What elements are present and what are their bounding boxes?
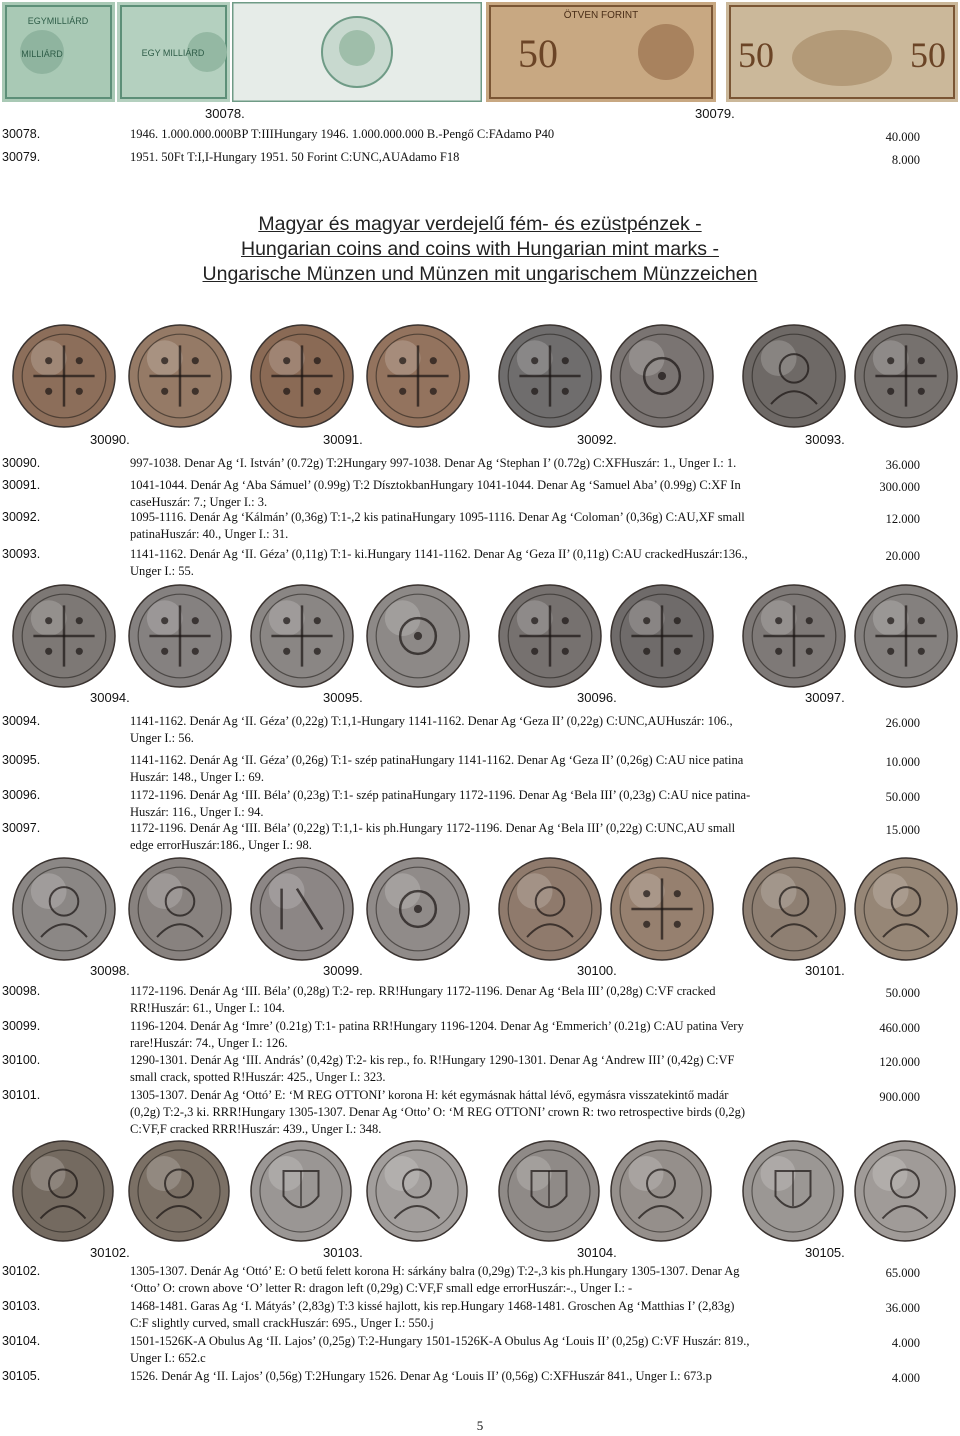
lot-description-line: 1196-1204. Denár Ag ‘Imre’ (0.21g) T:1- patina RR!Hungary 1196-1204. Denar Ag ‘Emmerich’ (0.21g) C:AU patina Very [130,1019,744,1033]
lot-price: 50.000 [885,790,920,804]
image-caption: 30079. [695,106,735,121]
lot-description-line: Unger I.: 652.c [130,1351,206,1365]
svg-text:50: 50 [910,35,946,75]
lot-price: 40.000 [885,130,920,144]
lot-description-line: 997-1038. Denar Ag ‘I. István’ (0.72g) T:2Hungary 997-1038. Denar Ag ‘Stephan I’ (0.72g) C:XFHuszár: 1., Unger I.: 1. [130,456,737,470]
lot-number: 30094. [2,714,41,728]
coin-30097-reverse [852,582,960,690]
lot-description-line: Unger I.: 55. [130,564,194,578]
image-caption: 30098. [90,963,130,978]
coin-30098-obverse [10,855,118,963]
image-caption: 30104. [577,1245,617,1260]
image-caption: 30103. [323,1245,363,1260]
lot-description-line: caseHuszár: 7.; Unger I.: 3. [130,495,268,509]
lot-description-line: Huszár: 116., Unger I.: 94. [130,805,264,819]
lot-description [130,1018,850,1052]
image-caption: 30101. [805,963,845,978]
coin-30094-reverse [126,582,234,690]
coin-30103-reverse [364,1138,470,1244]
coin-30093-reverse [852,322,960,430]
coin-30090-reverse [126,322,234,430]
lot-description [130,509,850,543]
coin-30104-obverse [496,1138,602,1244]
coin-30105-reverse [852,1138,958,1244]
coin-30092-obverse [496,322,604,430]
coin-30098-reverse [126,855,234,963]
svg-text:EGYMILLIÁRD: EGYMILLIÁRD [27,16,89,26]
banknote-image [726,2,958,102]
lot-description [130,1298,850,1332]
lot-description-line: 1141-1162. Denár Ag ‘II. Géza’ (0,22g) T:1,1-Hungary 1141-1162. Denar Ag ‘Geza II’ (0,22g) C:UNC,AUHuszár: 106., [130,714,733,728]
image-caption: 30105. [805,1245,845,1260]
lot-number: 30091. [2,478,41,492]
coin-30094-obverse [10,582,118,690]
lot-number: 30101. [2,1088,41,1102]
coin-30104-reverse [608,1138,714,1244]
lot-number: 30104. [2,1334,41,1348]
lot-description-line: 1501-1526K-A Obulus Ag ‘II. Lajos’ (0,25g) T:2-Hungary 1501-1526K-A Obulus Ag ‘Louis II’ (0,25g) C:VF Huszár: 819., [130,1334,750,1348]
image-caption: 30099. [323,963,363,978]
lot-description-line: Huszár: 148., Unger I.: 69. [130,770,264,784]
lot-description-line: C:VF,F cracked RRR!Huszár: 439., Unger I.: 348. [130,1122,382,1136]
lot-description [130,1333,850,1367]
lot-price: 65.000 [885,1266,920,1280]
lot-description [130,1368,850,1385]
lot-number: 30078. [2,127,41,141]
coin-30096-reverse [608,582,716,690]
coin-30102-reverse [126,1138,232,1244]
svg-text:MILLIÁRD: MILLIÁRD [21,49,63,59]
lot-description-line: 1172-1196. Denár Ag ‘III. Béla’ (0,23g) T:1- szép patinaHungary 1172-1196. Denar Ag ‘Bela III’ (0,23g) C:AU nice patina- [130,788,751,802]
coin-30103-obverse [248,1138,354,1244]
image-caption: 30102. [90,1245,130,1260]
coin-30090-obverse [10,322,118,430]
lot-price: 15.000 [885,823,920,837]
lot-description [130,455,850,472]
lot-description [130,1052,850,1086]
lot-number: 30102. [2,1264,41,1278]
image-caption: 30090. [90,432,130,447]
coin-30101-reverse [852,855,960,963]
lot-description-line: 1526. Denár Ag ‘II. Lajos’ (0,56g) T:2Hungary 1526. Denar Ag ‘Louis II’ (0,56g) C:XFHuszár 841., Unger I.: 673.p [130,1369,712,1383]
lot-price: 20.000 [885,549,920,563]
image-caption: 30094. [90,690,130,705]
coin-30095-obverse [248,582,356,690]
section-heading-en: Hungarian coins and coins with Hungarian mint marks - [241,238,719,260]
section-heading-hu: Magyar és magyar verdejelű fém- és ezüstpénzek - [258,213,702,235]
lot-number: 30090. [2,456,41,470]
coin-30102-obverse [10,1138,116,1244]
coin-30099-obverse [248,855,356,963]
coin-30099-reverse [364,855,472,963]
lot-description-line: Unger I.: 56. [130,731,194,745]
lot-price: 50.000 [885,986,920,1000]
lot-price: 4.000 [891,1336,920,1350]
lot-price: 460.000 [879,1021,920,1035]
image-caption: 30096. [577,690,617,705]
lot-price: 4.000 [891,1371,920,1385]
lot-price: 36.000 [885,458,920,472]
banknote-image [232,2,482,102]
lot-price: 900.000 [879,1090,920,1104]
coin-30091-reverse [364,322,472,430]
lot-description [130,477,850,511]
lot-description [130,983,850,1017]
coin-30092-reverse [608,322,716,430]
image-caption: 30078. [205,106,245,121]
banknote-image [2,2,115,102]
image-caption: 30092. [577,432,617,447]
lot-description [130,1087,850,1138]
image-caption: 30095. [323,690,363,705]
lot-description-line: patinaHuszár: 40., Unger I.: 31. [130,527,289,541]
lot-price: 120.000 [879,1055,920,1069]
lot-description-line: 1172-1196. Denár Ag ‘III. Béla’ (0,22g) T:1,1- kis ph.Hungary 1172-1196. Denar Ag ‘Bela III’ (0,22g) C:UNC,AU small [130,821,736,835]
lot-description [130,1263,850,1297]
lot-price: 12.000 [885,512,920,526]
lot-description: 1951. 50Ft T:I,I-Hungary 1951. 50 Forint C:UNC,AUAdamo F18 [130,150,460,164]
lot-price: 36.000 [885,1301,920,1315]
lot-description-line: 1305-1307. Denár Ag ‘Ottó’ E: O betű felett korona H: sárkány balra (0,29g) T:2-,3 kis ph.Hungary 1305-1307. Denar Ag [130,1264,740,1278]
svg-text:50: 50 [738,35,774,75]
svg-text:50: 50 [518,31,558,76]
lot-number: 30096. [2,788,41,802]
lot-description: 1946. 1.000.000.000BP T:IIIHungary 1946. 1.000.000.000 B.-Pengő C:FAdamo P40 [130,127,555,141]
image-caption: 30091. [323,432,363,447]
lot-number: 30099. [2,1019,41,1033]
image-caption: 30093. [805,432,845,447]
page-number: 5 [476,1418,484,1433]
lot-description-line: 1041-1044. Denár Ag ‘Aba Sámuel’ (0.99g) T:2 DísztokbanHungary 1041-1044. Denar Ag ‘Samuel Aba’ (0.99g) C:XF In [130,478,741,492]
coin-30100-obverse [496,855,604,963]
lot-description [130,713,850,747]
lot-description-line: small crack, spotted R!Huszár: 425., Unger I.: 323. [130,1070,386,1084]
lot-description-line: C:F slightly curved, small crackHuszár: 695., Unger I.: 550.j [130,1316,434,1330]
lot-price: 300.000 [879,480,920,494]
lot-description-line: 1141-1162. Denár Ag ‘II. Géza’ (0,11g) T:1- ki.Hungary 1141-1162. Denar Ag ‘Geza II’ (0,11g) C:AU crackedHuszár:136., [130,547,748,561]
coin-30097-obverse [740,582,848,690]
lot-price: 8.000 [891,153,920,167]
lot-description-line: 1468-1481. Garas Ag ‘I. Mátyás’ (2,83g) T:3 kissé hajlott, kis rep.Hungary 1468-1481. Groschen Ag ‘Matthias I’ (2,83g) [130,1299,735,1313]
coin-30105-obverse [740,1138,846,1244]
coin-30093-obverse [740,322,848,430]
lot-description-line: ‘Otto’ O: crown above ‘O’ letter R: dragon left (0,29g) C:VF,F small edge errorHuszár:-., Unger I.: - [130,1281,633,1295]
lot-number: 30100. [2,1053,41,1067]
coin-30091-obverse [248,322,356,430]
coin-30100-reverse [608,855,716,963]
image-caption: 30097. [805,690,845,705]
lot-description [130,820,850,854]
lot-price: 10.000 [885,755,920,769]
lot-description-line: 1172-1196. Denár Ag ‘III. Béla’ (0,28g) T:2- rep. RR!Hungary 1172-1196. Denar Ag ‘Bela III’ (0,28g) C:VF cracked [130,984,716,998]
lot-price: 26.000 [885,716,920,730]
lot-description-line: RR!Huszár: 61., Unger I.: 104. [130,1001,285,1015]
lot-number: 30092. [2,510,41,524]
image-caption: 30100. [577,963,617,978]
coin-30095-reverse [364,582,472,690]
lot-description-line: 1290-1301. Denár Ag ‘III. András’ (0,42g) T:2- kis rep., fo. R!Hungary 1290-1301. Denar Ag ‘Andrew III’ (0,42g) C:VF [130,1053,735,1067]
lot-number: 30095. [2,753,41,767]
section-heading-de: Ungarische Münzen und Münzen mit ungarischem Münzzeichen [202,263,758,285]
lot-description [130,787,850,821]
lot-description-line: 1141-1162. Denár Ag ‘II. Géza’ (0,26g) T:1- szép patinaHungary 1141-1162. Denar Ag ‘Geza II’ (0,26g) C:AU nice patina [130,753,744,767]
lot-description-line: 1095-1116. Denár Ag ‘Kálmán’ (0,36g) T:1-,2 kis patinaHungary 1095-1116. Denar Ag ‘Coloman’ (0,36g) C:AU,XF small [130,510,745,524]
lot-description-line: (0,2g) T:2-,3 ki. RRR!Hungary 1305-1307. Denar Ag ‘Otto’ O: ‘M REG OTTONI’ crown R: two retrospective birds (0,2g) [130,1105,746,1119]
lot-description [130,546,850,580]
lot-number: 30097. [2,821,41,835]
coin-30101-obverse [740,855,848,963]
lot-description-line: rare!Huszár: 74., Unger I.: 126. [130,1036,288,1050]
lot-number: 30093. [2,547,41,561]
lot-number: 30103. [2,1299,41,1313]
lot-number: 30098. [2,984,41,998]
banknote-image [117,2,230,102]
svg-text:ÖTVEN FORINT: ÖTVEN FORINT [563,10,639,21]
lot-number: 30105. [2,1369,41,1383]
coin-30096-obverse [496,582,604,690]
lot-number: 30079. [2,150,41,164]
lot-description-line: 1305-1307. Denár Ag ‘Ottó’ E: ‘M REG OTTONI’ korona H: két egymásnak háttal lévő, egymásra visszatekintő madár [130,1088,729,1102]
lot-description [130,752,850,786]
lot-description-line: edge errorHuszár:186., Unger I.: 98. [130,838,312,852]
banknote-image [486,2,716,102]
svg-text:EGY MILLIÁRD: EGY MILLIÁRD [141,48,205,58]
